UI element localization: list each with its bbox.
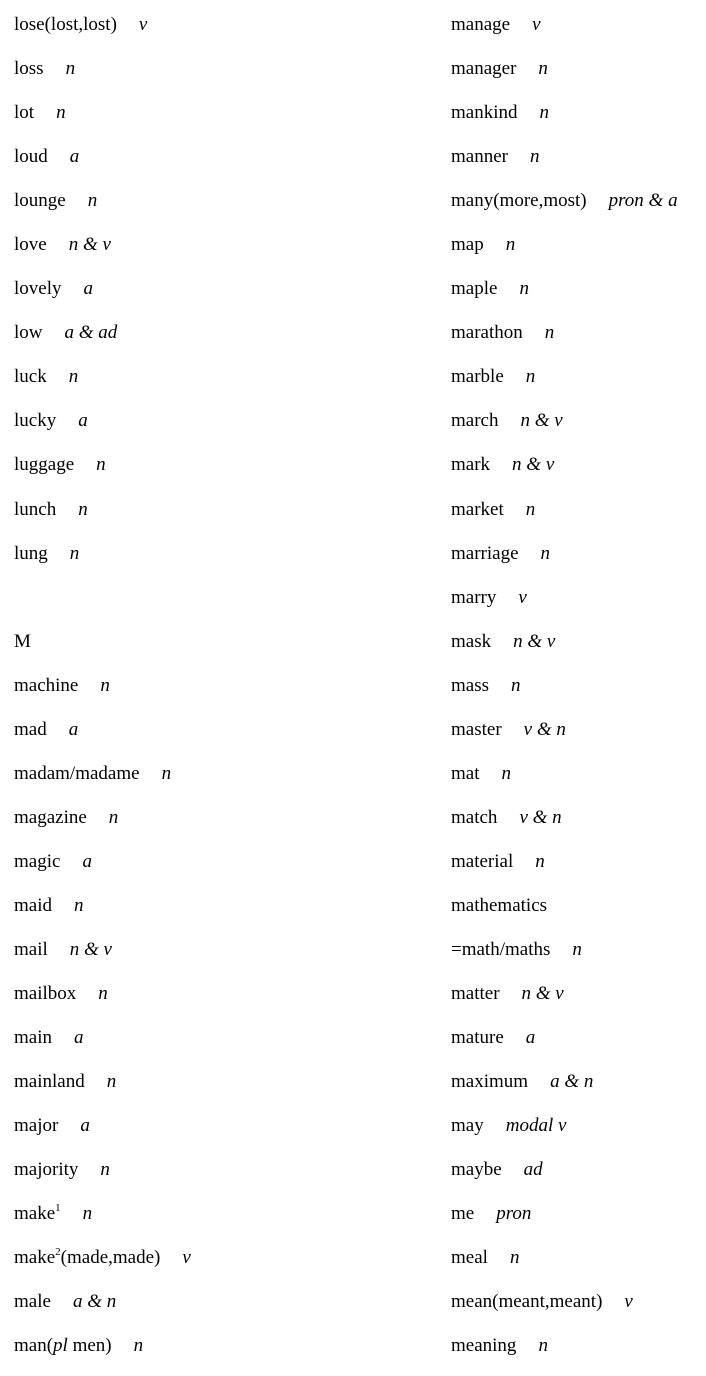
- word-entry: [451, 311, 706, 355]
- word-entry: [14, 1236, 434, 1280]
- part-of-speech: n: [525, 498, 536, 520]
- homograph-number: 1: [55, 1202, 61, 1215]
- headword: many(more,most): [451, 190, 587, 212]
- part-of-speech: n: [65, 58, 76, 80]
- part-of-speech: a: [80, 1115, 90, 1137]
- word-entry: [14, 1280, 434, 1324]
- headword: luggage: [14, 454, 75, 476]
- headword: lovely: [14, 278, 62, 300]
- headword: maple: [451, 278, 498, 300]
- part-of-speech: n: [509, 1247, 520, 1269]
- word-entry: [451, 1236, 706, 1280]
- word-entry: [14, 840, 434, 884]
- headword: make: [14, 1203, 56, 1225]
- headword: material: [451, 850, 514, 872]
- word-entry: [14, 223, 434, 267]
- word-entry: [451, 223, 706, 267]
- word-entry: [451, 443, 706, 487]
- headword: may: [451, 1115, 484, 1137]
- headword: me: [451, 1203, 475, 1225]
- word-entry: [451, 752, 706, 796]
- headword: manage: [451, 14, 511, 35]
- word-entry: [14, 664, 434, 708]
- headword: magic: [14, 850, 61, 872]
- part-of-speech: n & v: [512, 454, 555, 476]
- headword: man(: [14, 1335, 54, 1357]
- word-entry: [14, 267, 434, 311]
- part-of-speech: a: [82, 850, 92, 872]
- word-entry: [451, 664, 706, 708]
- part-of-speech: pron: [496, 1203, 532, 1225]
- word-entry: [451, 1280, 706, 1324]
- word-entry: [14, 91, 434, 135]
- homograph-number: 2: [55, 1246, 61, 1259]
- headword: maximum: [451, 1071, 529, 1093]
- word-entry: [14, 355, 434, 399]
- word-entry: [451, 928, 706, 972]
- headword: loud: [14, 146, 48, 168]
- word-entry: [14, 532, 434, 576]
- word-entry: [14, 135, 434, 179]
- word-entry: [451, 399, 706, 443]
- headword: luck: [14, 366, 47, 388]
- word-entry: [14, 1016, 434, 1060]
- part-of-speech: n: [511, 674, 521, 696]
- part-of-speech: n: [56, 102, 66, 124]
- headword: =math/maths: [451, 938, 551, 960]
- word-entry: [451, 840, 706, 884]
- part-of-speech: n: [572, 938, 582, 960]
- part-of-speech: pron & a: [608, 190, 678, 212]
- headword: lounge: [14, 190, 66, 212]
- headword: lung: [14, 542, 48, 564]
- headword: main: [14, 1027, 52, 1049]
- part-of-speech: n: [82, 1203, 93, 1225]
- right-word-column: [451, 3, 706, 1368]
- word-entry: [451, 267, 706, 311]
- part-of-speech: n: [525, 366, 536, 388]
- part-of-speech: v: [182, 1247, 191, 1269]
- headword: mature: [451, 1027, 504, 1049]
- left-word-column: [14, 3, 434, 1368]
- headword: machine: [14, 674, 79, 696]
- headword: manager: [451, 58, 517, 80]
- headword: meaning: [451, 1335, 517, 1357]
- part-of-speech: n & v: [69, 938, 112, 960]
- word-entry: [14, 796, 434, 840]
- word-entry: [451, 488, 706, 532]
- headword-forms: (made,made): [60, 1247, 161, 1269]
- part-of-speech: a: [69, 146, 80, 168]
- headword: mail: [14, 938, 48, 960]
- word-entry: [14, 179, 434, 223]
- headword: master: [451, 718, 502, 740]
- word-entry: [451, 972, 706, 1016]
- part-of-speech: n: [505, 234, 516, 256]
- word-entry: [14, 1192, 434, 1236]
- part-of-speech: a & ad: [64, 322, 118, 344]
- headword: maid: [14, 894, 52, 916]
- word-entry: [14, 884, 434, 928]
- headword: mankind: [451, 102, 518, 124]
- word-entry: [14, 928, 434, 972]
- word-entry: [14, 972, 434, 1016]
- headword: love: [14, 234, 47, 256]
- headword: mask: [451, 630, 492, 652]
- part-of-speech: v & n: [519, 806, 562, 828]
- headword: mainland: [14, 1071, 85, 1093]
- part-of-speech: v & n: [523, 718, 566, 740]
- part-of-speech: n: [161, 762, 172, 784]
- word-entry: [451, 179, 706, 223]
- part-of-speech: a: [74, 1027, 84, 1049]
- part-of-speech: n: [544, 322, 555, 344]
- part-of-speech: modal v: [505, 1115, 567, 1137]
- headword: mailbox: [14, 983, 77, 1005]
- headword: match: [451, 806, 498, 828]
- part-of-speech: n: [519, 278, 529, 300]
- word-entry: [451, 576, 706, 620]
- part-of-speech: n: [68, 366, 79, 388]
- part-of-speech: n: [540, 542, 551, 564]
- headword: marble: [451, 366, 504, 388]
- word-entry: [451, 1192, 706, 1236]
- part-of-speech: n: [78, 498, 88, 520]
- word-entry: [451, 355, 706, 399]
- part-of-speech: a & n: [72, 1291, 117, 1313]
- word-entry: [14, 1060, 434, 1104]
- part-of-speech: n: [529, 146, 540, 168]
- part-of-speech: n: [108, 806, 119, 828]
- headword: meal: [451, 1247, 488, 1269]
- headword: magazine: [14, 806, 87, 828]
- headword: madam/madame: [14, 762, 140, 784]
- headword: make: [14, 1247, 56, 1269]
- word-entry: [451, 1016, 706, 1060]
- word-entry: [451, 1104, 706, 1148]
- part-of-speech: n & v: [521, 983, 564, 1005]
- part-of-speech: n & v: [68, 234, 111, 256]
- part-of-speech: a: [83, 278, 93, 300]
- part-of-speech: a & n: [550, 1071, 594, 1093]
- headword: market: [451, 498, 504, 520]
- headword: marry: [451, 586, 497, 608]
- headword: low: [14, 322, 43, 344]
- part-of-speech: n: [74, 894, 84, 916]
- part-of-speech: n: [106, 1071, 117, 1093]
- part-of-speech: ad: [523, 1159, 543, 1181]
- word-entry: [451, 91, 706, 135]
- word-entry: [14, 311, 434, 355]
- headword: marathon: [451, 322, 523, 344]
- headword: march: [451, 410, 499, 432]
- part-of-speech: n: [87, 190, 98, 212]
- headword: matter: [451, 983, 500, 1005]
- headword: marriage: [451, 542, 519, 564]
- word-entry: [14, 620, 434, 664]
- part-of-speech: n: [539, 102, 549, 124]
- headword: mat: [451, 762, 480, 784]
- part-of-speech: n: [69, 542, 80, 564]
- blank-row: [14, 576, 434, 620]
- headword: mean(meant,meant): [451, 1291, 603, 1313]
- headword: manner: [451, 146, 508, 168]
- headword: M: [14, 630, 31, 652]
- headword: male: [14, 1291, 51, 1313]
- word-entry: [14, 399, 434, 443]
- word-entry: [451, 1324, 706, 1368]
- word-entry: [14, 47, 434, 91]
- headword: mark: [451, 454, 491, 476]
- part-of-speech: n & v: [513, 630, 556, 652]
- word-entry: [14, 1324, 434, 1368]
- part-of-speech: n: [501, 762, 511, 784]
- word-entry: [451, 884, 706, 928]
- part-of-speech: n: [96, 454, 106, 476]
- word-entry: [451, 620, 706, 664]
- part-of-speech: v: [624, 1291, 633, 1313]
- word-entry: [451, 3, 706, 47]
- word-entry: [14, 3, 434, 47]
- part-of-speech: n: [100, 1159, 110, 1181]
- word-entry: [14, 1148, 434, 1192]
- part-of-speech: v: [138, 14, 148, 35]
- word-entry: [451, 708, 706, 752]
- word-entry: [14, 443, 434, 487]
- word-entry: [451, 47, 706, 91]
- part-of-speech: n: [100, 674, 110, 696]
- headword: map: [451, 234, 484, 256]
- part-of-speech: a: [68, 718, 79, 740]
- headword: mad: [14, 718, 47, 740]
- part-of-speech: v: [518, 586, 527, 608]
- plural-marker: pl: [53, 1335, 68, 1357]
- word-entry: [451, 135, 706, 179]
- word-entry: [451, 796, 706, 840]
- headword: mass: [451, 674, 489, 696]
- headword: lose(lost,lost): [14, 14, 117, 35]
- word-entry: [14, 488, 434, 532]
- word-entry: [14, 708, 434, 752]
- headword: majority: [14, 1159, 79, 1181]
- part-of-speech: n: [538, 1335, 548, 1357]
- part-of-speech: v: [532, 14, 541, 35]
- headword: major: [14, 1115, 59, 1137]
- headword: lucky: [14, 410, 57, 432]
- word-entry: [451, 1060, 706, 1104]
- part-of-speech: a: [525, 1027, 536, 1049]
- headword: lunch: [14, 498, 57, 520]
- part-of-speech: n: [538, 58, 548, 80]
- word-entry: [451, 532, 706, 576]
- headword: lot: [14, 102, 35, 124]
- part-of-speech: n: [98, 983, 108, 1005]
- part-of-speech: a: [78, 410, 88, 432]
- part-of-speech: n: [535, 850, 545, 872]
- headword: loss: [14, 58, 44, 80]
- headword-forms: men): [67, 1335, 112, 1357]
- part-of-speech: n: [133, 1335, 144, 1357]
- word-entry: [14, 1104, 434, 1148]
- word-entry: [451, 1148, 706, 1192]
- headword: mathematics: [451, 894, 548, 916]
- word-entry: [14, 752, 434, 796]
- headword: maybe: [451, 1159, 502, 1181]
- part-of-speech: n & v: [520, 410, 563, 432]
